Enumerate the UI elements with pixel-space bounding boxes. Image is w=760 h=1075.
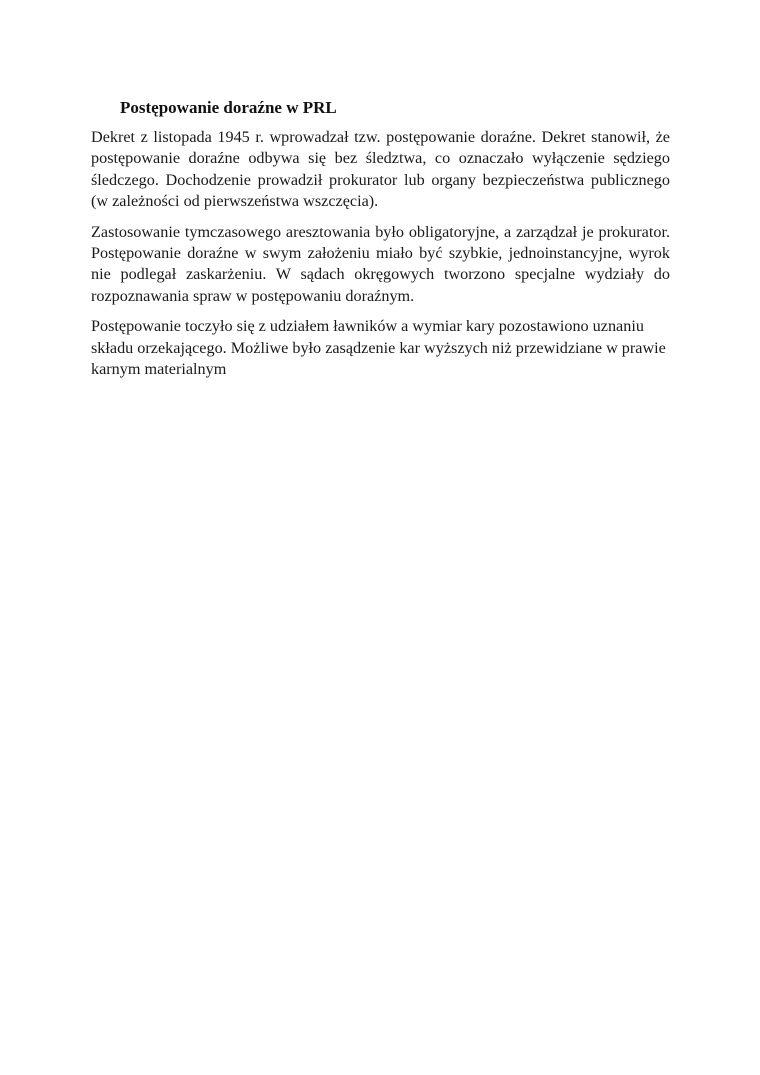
document-body [91,97,670,389]
paragraph-detention: Zastosowanie tymczasowego aresztowania było obligatoryjne, a zarządzał je prokurator. Postępowanie doraźne w swym założeniu miało być szybkie, jednoinstancyjne, wyrok nie podlegał zaskarżeniu. W sądach okręgowych tworzono specjalne wydziały do rozpoznawania spraw w postępowaniu doraźnym. [91,222,670,305]
paragraph-proceedings: Postępowanie toczyło się z udziałem ławników a wymiar kary pozostawiono uznaniu składu orzekającego. Możliwe było zasądzenie kar wyższych niż przewidziane w prawie karnym materialnym [91,317,666,379]
paragraph-decree: Dekret z listopada 1945 r. wprowadzał tzw. postępowanie doraźne. Dekret stanowił, że postępowanie doraźne odbywa się bez śledztwa, co oznaczało wyłączenie sędziego śledczego. Dochodzenie prowadził prokurator lub organy bezpieczeństwa publicznego (w zależności od pierwszeństwa wszczęcia). [91,128,670,211]
document-title: Postępowanie doraźne w PRL [120,98,337,117]
